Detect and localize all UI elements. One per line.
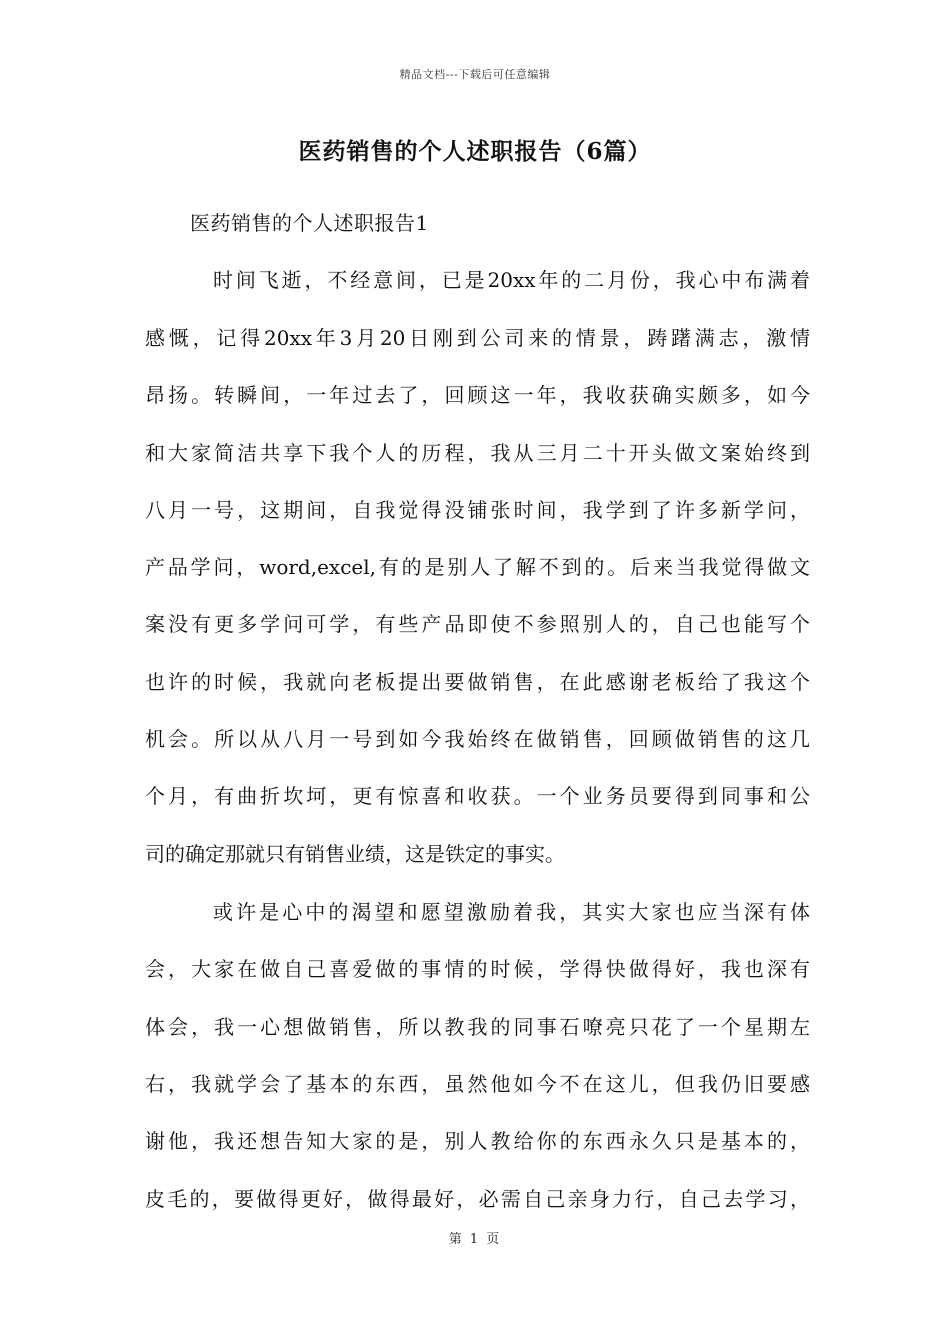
- paragraph-line: 司的确定那就只有销售业绩，这是铁定的事实。: [145, 842, 565, 866]
- document-title: 医药销售的个人述职报告（6篇）: [298, 138, 652, 165]
- paragraph-line: 昂扬。转瞬间，一年过去了，回顾这一年，我收获确实颇多，如今: [145, 383, 810, 407]
- paragraph-line: 也许的时候，我就向老板提出要做销售，在此感谢老板给了我这个: [145, 670, 810, 694]
- paragraph-line: 右，我就学会了基本的东西，虽然他如今不在这儿，但我仍旧要感: [145, 1072, 810, 1096]
- page-number: 第 1 页: [448, 1232, 502, 1247]
- paragraph-line: 八月一号，这期间，自我觉得没铺张时间，我学到了许多新学问，: [145, 498, 810, 522]
- paragraph-line: 会，大家在做自己喜爱做的事情的时候，学得快做得好，我也深有: [145, 957, 810, 981]
- paragraph-line: 体会，我一心想做销售，所以教我的同事石嘹亮只花了一个星期左: [145, 1015, 810, 1039]
- paragraph-line: 或许是心中的渴望和愿望激励着我，其实大家也应当深有体: [213, 900, 810, 924]
- paragraph-line: 案没有更多学问可学，有些产品即使不参照别人的，自己也能写个: [145, 612, 810, 636]
- paragraph-line: 机会。所以从八月一号到如今我始终在做销售，回顾做销售的这几: [145, 727, 810, 751]
- paragraph-line: 皮毛的，要做得更好，做得最好，必需自己亲身力行，自己去学习，: [145, 1187, 810, 1211]
- paragraph-line: 和大家简洁共享下我个人的历程，我从三月二十开头做文案始终到: [145, 441, 810, 465]
- page-header-note: 精品文档---下载后可任意编辑: [399, 68, 551, 81]
- paragraph-line: 感慨，记得20xx年3月20日刚到公司来的情景，踌躇满志，激情: [145, 326, 810, 350]
- paragraph-line: 谢他，我还想告知大家的是，别人教给你的东西永久只是基本的，: [145, 1129, 810, 1153]
- section-heading: 医药销售的个人述职报告1: [190, 211, 429, 235]
- paragraph-line: 个月，有曲折坎坷，更有惊喜和收获。一个业务员要得到同事和公: [145, 784, 810, 808]
- paragraph-line: 时间飞逝，不经意间，已是20xx年的二月份，我心中布满着: [213, 268, 810, 292]
- paragraph-line: 产品学问，word,excel,有的是别人了解不到的。后来当我觉得做文: [145, 555, 810, 579]
